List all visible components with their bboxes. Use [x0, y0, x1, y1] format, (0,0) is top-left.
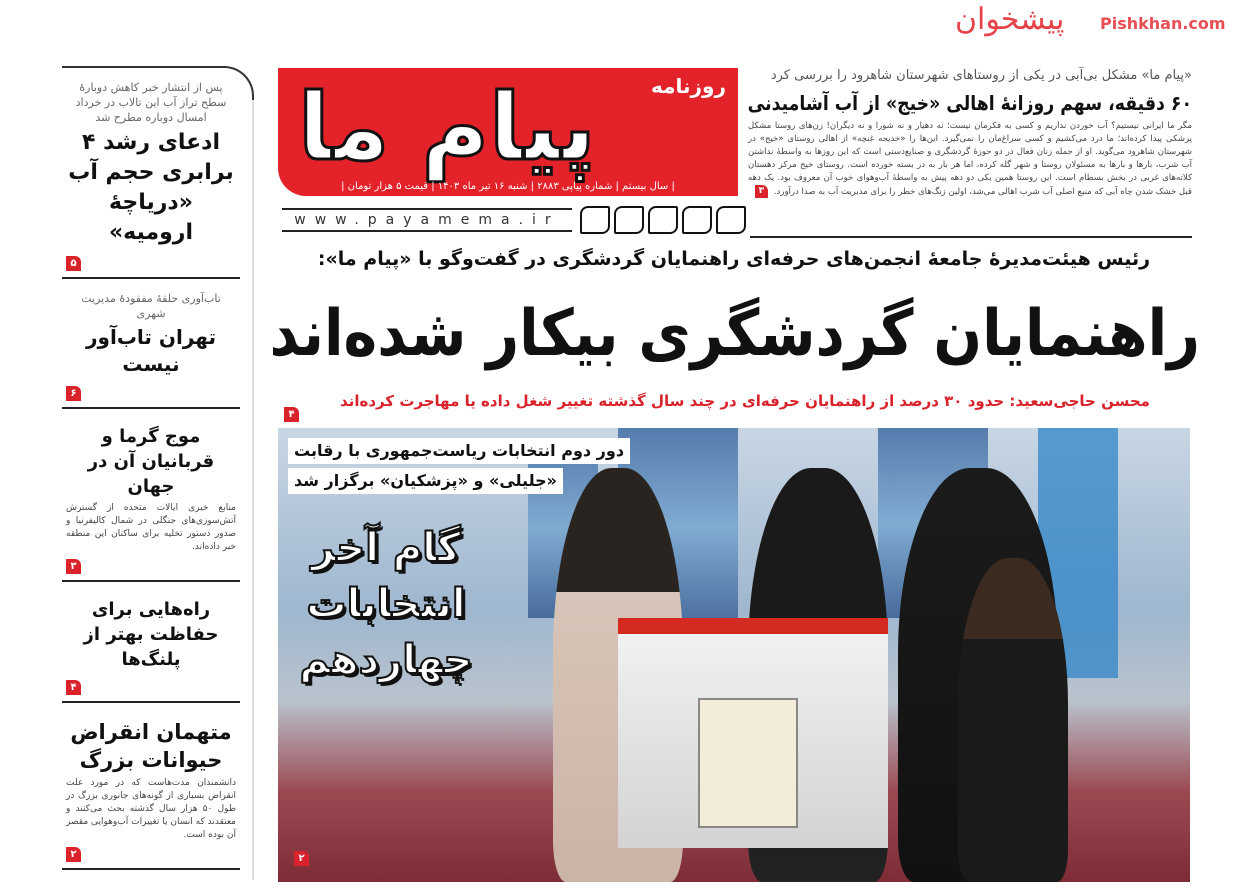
divider	[750, 236, 1192, 238]
story-headline[interactable]: موج گرما و قربانیان آن در جهان	[87, 426, 215, 497]
photo-caption: دور دوم انتخابات ریاست‌جمهوری با رقابت	[288, 438, 630, 464]
logo-boxes-icon	[580, 206, 746, 234]
page-number-badge: ۲	[294, 851, 309, 866]
story-body-wrap	[748, 120, 1192, 199]
newspaper-logo: پیام ما	[298, 74, 596, 181]
story-headline[interactable]: تهران تاب‌آور نیست	[86, 325, 216, 376]
top-story[interactable]	[748, 66, 1192, 199]
sidebar-story[interactable]	[62, 287, 240, 409]
story-body: مگر ما ایرانی نیستیم؟ آب خوردن نداریم و کسی به فکرمان نیست؛ نه دهیار و نه شورا و نه دیگران! زن‌های روستا مشکل پزشکی پیدا کرده‌اند؛ ما درد می‌کشیم و کسی سراغ‌مان را نمی‌گیرد. این‌ها را «خدیجه غنچه» از اهالی روستای «خیج» در شهرستان شاهرود می‌گوید. او از جمله زنان فعال در دو حوزهٔ گردشگری و صنایع‌دستی است که این روزها به واسطهٔ نداشتن آب شرب، بارها و بارها به مسئولان روستا و شهر گله کرده، اما هر بار به در بسته خورده است. روستای خیج مرکز دهستان کلاته‌های غربی در بخش بسطام است. این روستا همین یکی دو دهه پیش به واسطهٔ آب‌وهوای خوب آن معروف بود. یک دهه قبل خشک شدن چاه آبی که منبع اصلی آب شرب اهالی می‌شد، اولین زنگ‌های خطر را برای مدیریت آب به صدا درآورد.	[748, 121, 1192, 197]
story-headline[interactable]: ۶۰ دقیقه، سهم روزانهٔ اهالی «خیج» از آب آشامیدنی	[747, 91, 1192, 115]
issue-info: | سال بیستم | شماره پیاپی ۲۸۸۳ | شنبه ۱۶ تیر ماه ۱۴۰۳ | قیمت ۵ هزار تومان |	[341, 181, 675, 192]
ballot-paper	[698, 698, 798, 828]
page-number-badge: ۶	[66, 386, 81, 401]
sidebar-column	[62, 76, 240, 878]
sidebar-story[interactable]	[62, 590, 240, 703]
story-headline[interactable]: راه‌هایی برای حفاظت بهتر از پلنگ‌ها	[83, 599, 219, 670]
story-headline[interactable]: متهمان انقراض حیوانات بزرگ	[70, 720, 232, 772]
page-number-badge: ۴	[66, 680, 81, 695]
main-kicker: رئیس هیئت‌مدیرهٔ جامعهٔ انجمن‌های حرفه‌ای راهنمایان گردشگری در گفت‌وگو با «پیام ما»:	[317, 248, 1151, 270]
sidebar-story[interactable]	[62, 76, 240, 279]
main-subheadline: محسن حاجی‌سعید: حدود ۳۰ درصد از راهنمایان حرفه‌ای در چند سال گذشته تغییر شغل داده یا مهاجرت کرده‌اند	[340, 392, 1150, 410]
photo-caption: «جلیلی» و «پزشکیان» برگزار شد	[288, 468, 563, 494]
page-number-badge: ۲	[66, 847, 81, 862]
page-number-badge: ۳	[755, 185, 768, 198]
masthead-prefix: روزنامه	[651, 74, 726, 98]
story-kicker: تاب‌آوری حلقهٔ مفقودهٔ مدیریت شهری	[81, 292, 221, 320]
sidebar-story[interactable]	[62, 417, 240, 582]
story-kicker: «پیام ما» مشکل بی‌آبی در یکی از روستاهای شهرستان شاهرود را بررسی کرد	[770, 68, 1192, 83]
child	[958, 558, 1068, 882]
watermark-logo: پیشخوان	[955, 2, 1065, 37]
story-kicker: پس از انتشار خبر کاهش دوبارهٔ سطح تراز آب این تالاب در خرداد امسال دوباره مطرح شد	[75, 81, 227, 124]
column-divider	[252, 100, 254, 880]
sidebar-story[interactable]	[62, 711, 240, 870]
website-link[interactable]: www.payamema.ir	[282, 208, 572, 232]
masthead	[278, 68, 738, 196]
page-number-badge: ۴	[284, 407, 299, 422]
election-photo[interactable]	[278, 428, 1190, 882]
watermark-url: Pishkhan.com	[1100, 14, 1226, 33]
story-body: دانشمندان مدت‌هاست که در مورد علت انقراض بسیاری از گونه‌های جانوری بزرگ در طول ۵۰ هزار سال گذشته بحث می‌کنند و معتقدند که انسان یا تغییرات آب‌وهوایی مقصر آن بوده است.	[66, 778, 236, 840]
story-headline[interactable]: ادعای رشد ۴ برابری حجم آب «دریاچهٔ ارومیه»	[68, 130, 234, 245]
story-body: منابع خبری ایالات متحده از گسترش آتش‌سوزی‌های جنگلی در شمال کالیفرنیا و صدور دستور تخلیه برای ساکنان این منطقه خبر داده‌اند.	[66, 503, 236, 552]
main-headline[interactable]: راهنمایان گردشگری بیکار شده‌اند	[269, 297, 1201, 371]
page-number-badge: ۳	[66, 559, 81, 574]
page-number-badge: ۵	[66, 256, 81, 271]
photo-headline[interactable]: گام آخر انتخابات چهاردهم	[299, 525, 473, 683]
